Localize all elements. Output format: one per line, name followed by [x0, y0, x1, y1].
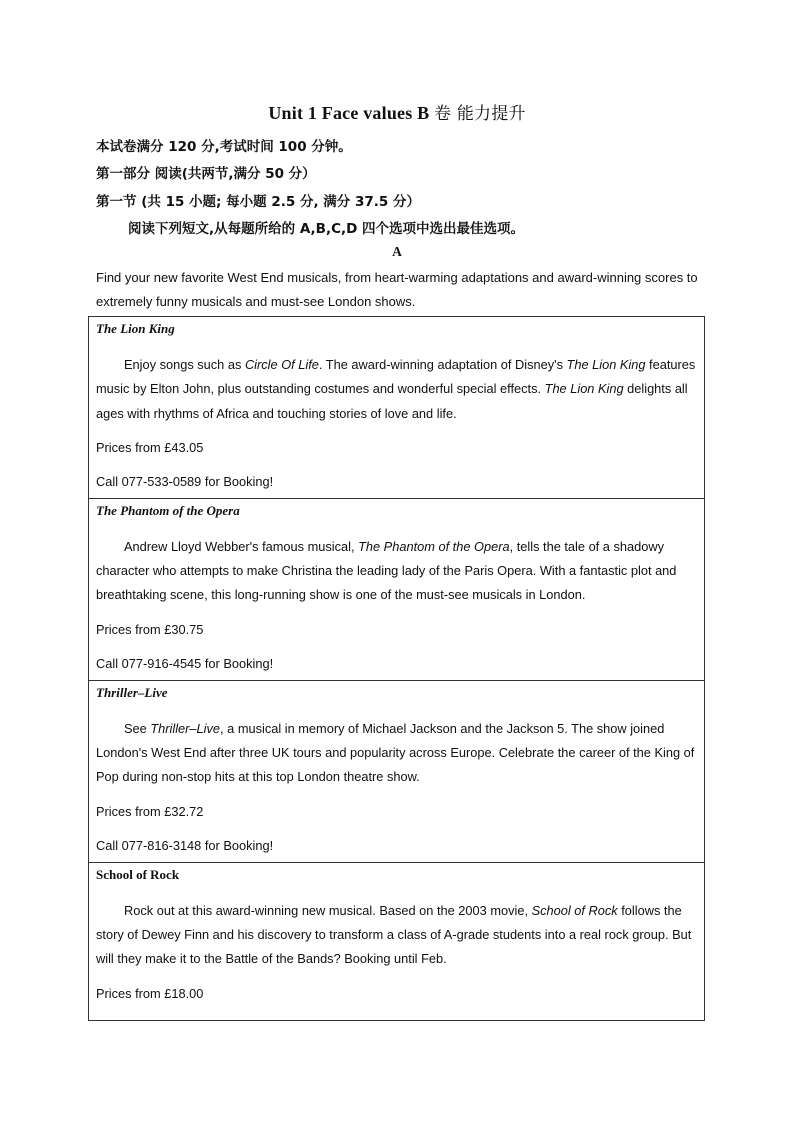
show-description [96, 535, 697, 608]
show-description [96, 353, 697, 426]
section-heading: 第一节 (共 15 小题; 每小题 2.5 分, 满分 37.5 分） [96, 194, 421, 210]
page-title [0, 99, 794, 124]
passage-letter: A [392, 244, 402, 259]
show-description-italic: The Lion King [544, 381, 624, 397]
show-description-italic: Thriller–Live [150, 720, 221, 736]
part-heading: 第一部分 阅读(共两节,满分 50 分） [96, 166, 316, 182]
show-cell [89, 498, 705, 680]
show-row [89, 498, 705, 680]
show-description [96, 899, 697, 972]
show-booking-phone: Call 077-916-4545 for Booking! [96, 655, 274, 671]
show-cell [89, 862, 705, 1020]
show-booking-phone: Call 077-816-3148 for Booking! [96, 837, 274, 853]
show-description-text: See [124, 720, 151, 736]
show-row [89, 680, 705, 862]
show-description-text: . The award-winning adaptation of Disney's [318, 357, 567, 372]
shows-table [88, 316, 705, 1021]
title-english: Unit 1 Face values B [268, 103, 430, 123]
show-title: Thriller–Live [96, 684, 168, 700]
show-price: Prices from £18.00 [96, 985, 204, 1001]
show-price: Prices from £32.72 [96, 803, 204, 819]
show-price: Prices from £43.05 [96, 439, 204, 455]
show-title: School of Rock [96, 866, 180, 882]
show-cell [89, 680, 705, 862]
exam-info-line: 本试卷满分 120 分,考试时间 100 分钟。 [96, 139, 352, 155]
show-title: The Phantom of the Opera [96, 502, 240, 518]
show-description-text: Rock out at this award-winning new musical. Based on the 2003 movie, [124, 902, 532, 918]
passage-intro: Find your new favorite West End musicals, from heart-warming adaptations and award-winning scores to extremely funny musicals and must-see London shows. [96, 270, 698, 309]
show-description-italic: The Phantom of the Opera [358, 538, 510, 554]
instruction-text: 阅读下列短文,从每题所给的 A,B,C,D 四个选项中选出最佳选项。 [128, 221, 525, 237]
show-description-text: Andrew Lloyd Webber's famous musical, [124, 538, 359, 554]
show-cell [89, 317, 705, 499]
show-title: The Lion King [96, 321, 175, 336]
show-booking-phone: Call 077-533-0589 for Booking! [96, 473, 274, 489]
show-row [89, 862, 705, 1020]
show-description-text: , tells the tale of a shadowy character who attempts to make Christina the leading lady of the Paris Opera. With a fantastic plot and breathtaking scene, this long-running show is one of the must-see musicals in London. [96, 538, 677, 603]
show-description-italic: The Lion King [566, 357, 646, 372]
show-description-italic: Circle Of Life [244, 357, 319, 372]
show-price: Prices from £30.75 [96, 621, 204, 637]
show-description-text: features music by Elton John, plus outstanding costumes and wonderful special effects. [96, 357, 696, 397]
show-description-text: delights all ages with rhythms of Africa and touching stories of love and life. [96, 381, 688, 421]
show-description-italic: School of Rock [531, 902, 618, 918]
show-description-text: , a musical in memory of Michael Jackson and the Jackson 5. The show joined London's West End after three UK tours and popularity across Europe. Celebrate the career of the King of Pop during non-stop hits at this top London theatre show. [96, 720, 695, 785]
show-description-text: Enjoy songs such as [124, 357, 245, 372]
show-description [96, 717, 697, 790]
show-row [89, 317, 705, 499]
show-description-text: follows the story of Dewey Finn and his discovery to transform a class of A-grade students into a real rock group. But will they make it to the Battle of the Bands? Booking until Feb. [96, 902, 692, 967]
title-chinese: 卷 能力提升 [434, 104, 526, 124]
